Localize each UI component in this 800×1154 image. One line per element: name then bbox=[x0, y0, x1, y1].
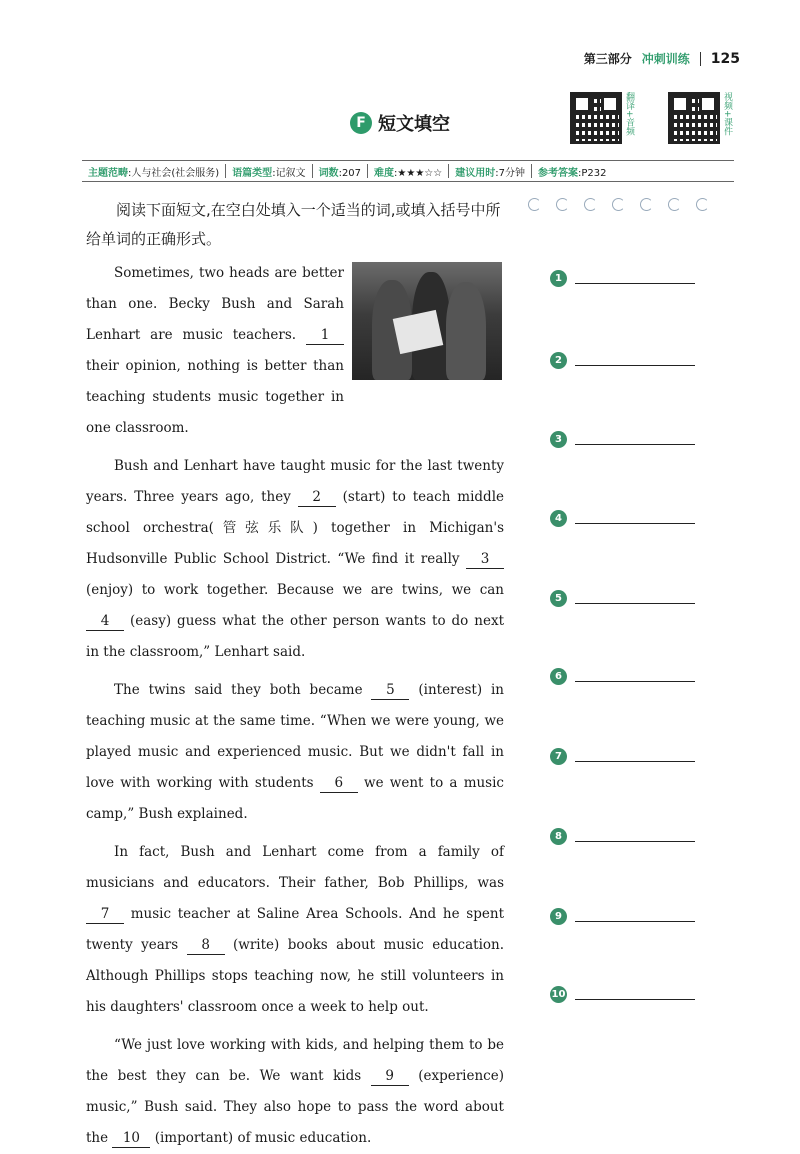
circle-icon bbox=[668, 198, 681, 211]
passage bbox=[86, 258, 504, 1154]
meta-answer-ref: 参考答案:P232 bbox=[537, 167, 607, 179]
answer-line-3[interactable] bbox=[550, 431, 695, 448]
qr-code-icon bbox=[668, 92, 720, 144]
blank-7[interactable]: 7 bbox=[86, 905, 124, 924]
qr-label: 翻译+音频 bbox=[624, 92, 634, 136]
answer-number-badge: 10 bbox=[550, 986, 567, 1003]
header-divider bbox=[700, 52, 701, 66]
answer-blank[interactable] bbox=[575, 841, 695, 842]
answer-line-6[interactable] bbox=[550, 668, 695, 685]
answer-line-7[interactable] bbox=[550, 748, 695, 765]
circle-icon bbox=[612, 198, 625, 211]
decorative-circles bbox=[528, 198, 709, 211]
meta-theme: 主题范畴:人与社会(社会服务) bbox=[88, 167, 220, 179]
answer-blank[interactable] bbox=[575, 921, 695, 922]
circle-icon bbox=[640, 198, 653, 211]
page-header bbox=[584, 50, 740, 67]
answer-line-10[interactable] bbox=[550, 986, 695, 1003]
exercise-meta-bar bbox=[82, 160, 734, 182]
meta-difficulty: 难度:★★★☆☆ bbox=[374, 167, 443, 179]
answer-line-9[interactable] bbox=[550, 908, 695, 925]
answer-number-badge: 1 bbox=[550, 270, 567, 287]
title-badge: F bbox=[350, 112, 372, 134]
paragraph-2: Bush and Lenhart have taught music for the last twenty years. Three years ago, they 2 (start) to teach middle school orchestra(管弦乐队) together in Michigan's Hudsonville Public School District. “We find it really 3 (enjoy) to work together. Because we are twins, we can 4 (easy) guess what the other person wants to do next in the classroom,” Lenhart said. bbox=[86, 458, 504, 660]
paragraph-4: In fact, Bush and Lenhart come from a family of musicians and educators. Their father, Bob Phillips, was 7 music teacher at Saline Area Schools. And he spent twenty years 8 (write) books about music education. Although Phillips stops teaching now, he still volunteers in his daughters' classroom once a week to help out. bbox=[86, 844, 504, 1015]
answer-number-badge: 5 bbox=[550, 590, 567, 607]
paragraph-3: The twins said they both became 5 (interest) in teaching music at the same time. “When we were young, we played music and experienced music. But we didn't fall in love with working with students 6 we went to a music camp,” Bush explained. bbox=[86, 682, 505, 822]
blank-1[interactable]: 1 bbox=[306, 326, 344, 345]
blank-10[interactable]: 10 bbox=[112, 1129, 150, 1148]
answer-blank[interactable] bbox=[575, 681, 695, 682]
qr-code-icon bbox=[570, 92, 622, 144]
answer-blank[interactable] bbox=[575, 444, 695, 445]
blank-3[interactable]: 3 bbox=[466, 550, 504, 569]
meta-suggested-time: 建议用时:7分钟 bbox=[455, 167, 525, 179]
answer-blank[interactable] bbox=[575, 999, 695, 1000]
paragraph-1: Sometimes, two heads are better than one. Becky Bush and Sarah Lenhart are music teachers. 1 their opinion, nothing is better than teaching students music together in one classroom. bbox=[86, 265, 344, 436]
meta-word-count: 词数:207 bbox=[318, 167, 362, 179]
section-label: 第三部分 bbox=[583, 52, 632, 66]
section-title: 冲刺训练 bbox=[641, 52, 690, 66]
circle-icon bbox=[584, 198, 597, 211]
qr-label: 视频+课件 bbox=[722, 92, 732, 136]
blank-5[interactable]: 5 bbox=[371, 681, 409, 700]
instructions: 阅读下面短文,在空白处填入一个适当的词,或填入括号中所给单词的正确形式。 bbox=[86, 201, 501, 248]
page-number: 125 bbox=[710, 50, 740, 67]
answer-blank[interactable] bbox=[575, 283, 695, 284]
paragraph-5: “We just love working with kids, and helping them to be the best they can be. We want kids 9 (experience) music,” Bush said. They also hope to pass the word about the 10 (important) of music education. bbox=[86, 1037, 504, 1146]
meta-text-type: 语篇类型:记叙文 bbox=[232, 167, 306, 179]
blank-8[interactable]: 8 bbox=[187, 936, 225, 955]
answer-blank[interactable] bbox=[575, 365, 695, 366]
answer-number-badge: 3 bbox=[550, 431, 567, 448]
answer-blank[interactable] bbox=[575, 603, 695, 604]
answer-number-badge: 2 bbox=[550, 352, 567, 369]
qr-video-courseware[interactable] bbox=[668, 92, 762, 144]
blank-4[interactable]: 4 bbox=[86, 612, 124, 631]
answer-line-4[interactable] bbox=[550, 510, 695, 527]
answer-number-badge: 6 bbox=[550, 668, 567, 685]
blank-2[interactable]: 2 bbox=[298, 488, 336, 507]
answer-number-badge: 4 bbox=[550, 510, 567, 527]
answer-number-badge: 9 bbox=[550, 908, 567, 925]
circle-icon bbox=[696, 198, 709, 211]
answer-number-badge: 7 bbox=[550, 748, 567, 765]
title-text: 短文填空 bbox=[378, 114, 450, 135]
answer-line-5[interactable] bbox=[550, 590, 695, 607]
exercise-title bbox=[350, 110, 450, 136]
blank-6[interactable]: 6 bbox=[320, 774, 358, 793]
answer-line-2[interactable] bbox=[550, 352, 695, 369]
qr-translation-audio[interactable] bbox=[570, 92, 664, 144]
answer-line-8[interactable] bbox=[550, 828, 695, 845]
answer-blank[interactable] bbox=[575, 523, 695, 524]
answer-blank[interactable] bbox=[575, 761, 695, 762]
circle-icon bbox=[528, 198, 541, 211]
answer-number-badge: 8 bbox=[550, 828, 567, 845]
blank-9[interactable]: 9 bbox=[371, 1067, 409, 1086]
circle-icon bbox=[556, 198, 569, 211]
answer-line-1[interactable] bbox=[550, 270, 695, 287]
